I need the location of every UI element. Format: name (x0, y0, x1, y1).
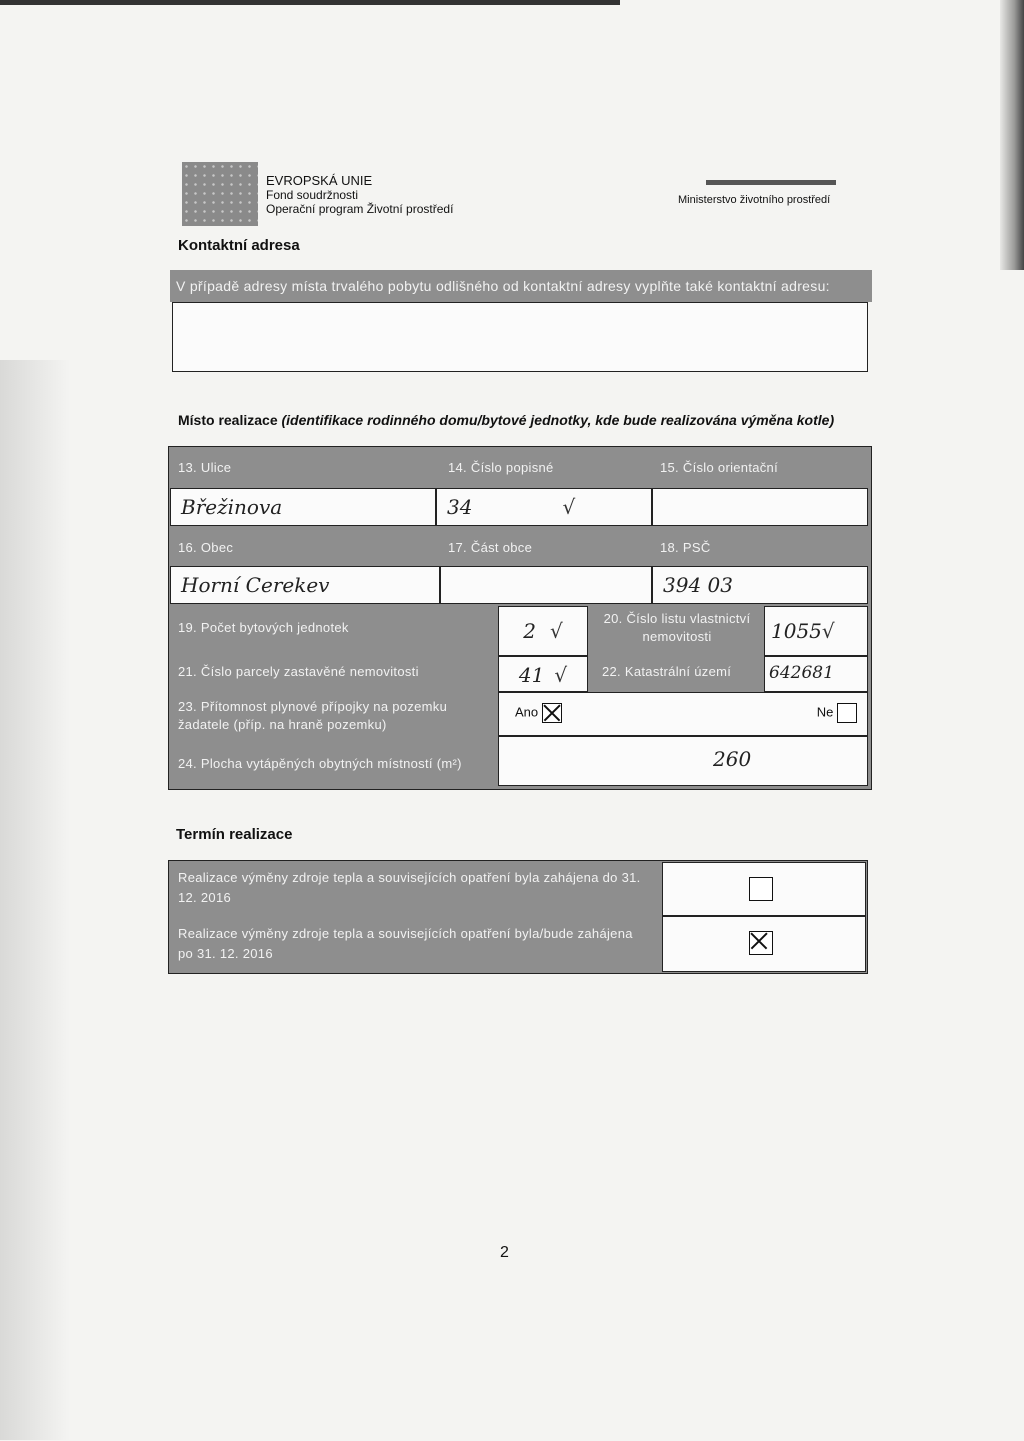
term-option-after: Realizace výměny zdroje tepla a souvisejících opatření byla/bude zahájena po 31. 12. 2016 (170, 920, 658, 970)
ano-label: Ano (515, 704, 539, 720)
check-mark: √ (554, 663, 568, 687)
label-psc: 18. PSČ (652, 536, 862, 558)
section-title-place (178, 412, 834, 428)
term-cell-after (662, 916, 866, 972)
contact-instruction: V případě adresy místa trvalého pobytu odlišného od kontaktní adresy vyplňte také kontaktní adresu: (170, 270, 872, 302)
field-plocha[interactable] (498, 736, 868, 786)
check-mark: √ (821, 619, 835, 643)
field-list-vlastnictvi[interactable] (764, 606, 868, 656)
section-title-contact: Kontaktní adresa (178, 237, 300, 254)
field-cast-obce[interactable] (440, 566, 652, 604)
label-katastralni-uzemi: 22. Katastrální území (594, 660, 760, 682)
eu-flag-logo (182, 162, 258, 226)
ne-checkbox[interactable] (837, 703, 857, 723)
value-parcela: 41 (518, 663, 545, 687)
scan-edge-bar (0, 0, 620, 5)
value-cislo-popisne: 34 (447, 495, 473, 519)
label-cislo-orientacni: 15. Číslo orientační (652, 456, 862, 478)
label-cast-obce: 17. Část obce (440, 536, 640, 558)
field-obec[interactable] (170, 566, 440, 604)
eu-header-text (266, 174, 453, 216)
field-psc[interactable] (652, 566, 868, 604)
label-list-vlastnictvi: 20. Číslo listu vlastnictví nemovitosti (594, 606, 760, 652)
field-pocet-jednotek[interactable] (498, 606, 588, 656)
field-plynova-pripojka (498, 692, 868, 736)
eu-program-name: Operační program Životní prostředí (266, 202, 454, 216)
page-number: 2 (500, 1244, 509, 1261)
check-mark: √ (562, 495, 576, 519)
page-fold-shadow (1000, 0, 1024, 270)
label-plynova-pripojka: 23. Přítomnost plynové přípojky na pozemku žadatele (příp. na hraně pozemku) (170, 694, 494, 736)
place-subtitle: (identifikace rodinného domu/bytové jednotky, kde bude realizována výměna kotle) (281, 412, 835, 428)
field-katastralni-uzemi[interactable] (764, 656, 868, 692)
ministry-logo (706, 180, 836, 185)
value-ulice: Břežinova (181, 495, 283, 519)
place-title: Místo realizace (178, 412, 278, 428)
field-parcela[interactable] (498, 656, 588, 692)
label-cislo-popisne: 14. Číslo popisné (440, 456, 640, 478)
value-obec: Horní Cerekev (181, 573, 330, 597)
term-before-checkbox[interactable] (749, 877, 773, 901)
value-katastralni-uzemi: 642681 (769, 663, 834, 683)
left-scan-shadow (0, 360, 70, 1440)
label-ulice: 13. Ulice (170, 456, 430, 478)
label-obec: 16. Obec (170, 536, 430, 558)
label-parcela: 21. Číslo parcely zastavěné nemovitosti (170, 660, 490, 682)
field-cislo-orientacni[interactable] (652, 488, 868, 526)
eu-union-name: EVROPSKÁ UNIE (266, 173, 373, 188)
eu-fund-name: Fond soudržnosti (266, 188, 359, 202)
section-title-term: Termín realizace (176, 826, 293, 843)
value-list-vlastnictvi: 1055 (771, 619, 822, 643)
value-plocha: 260 (713, 747, 752, 771)
field-cislo-popisne[interactable] (436, 488, 652, 526)
ano-checkbox[interactable] (542, 703, 562, 723)
contact-address-field[interactable] (172, 302, 868, 372)
term-option-before: Realizace výměny zdroje tepla a souvisejících opatření byla zahájena do 31. 12. 2016 (170, 864, 658, 914)
label-pocet-jednotek: 19. Počet bytových jednotek (170, 616, 490, 640)
value-pocet-jednotek: 2 (523, 619, 536, 643)
check-mark: √ (549, 619, 563, 643)
field-ulice[interactable] (170, 488, 436, 526)
ne-label: Ne (816, 704, 834, 720)
value-psc: 394 03 (663, 573, 733, 597)
term-after-checkbox[interactable] (749, 931, 773, 955)
ministry-name: Ministerstvo životního prostředí (678, 194, 831, 206)
label-plocha: 24. Plocha vytápěných obytných místností (m²) (170, 752, 494, 774)
term-cell-before (662, 862, 866, 916)
